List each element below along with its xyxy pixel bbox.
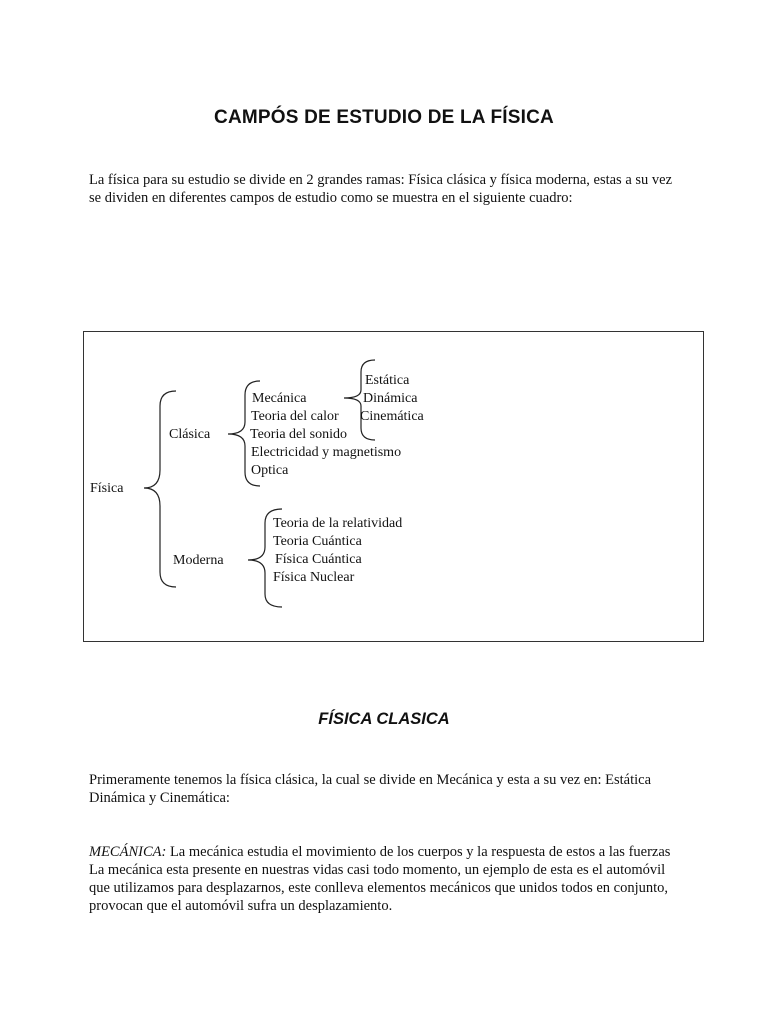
mecanica-item: Cinemática	[360, 409, 424, 424]
intro-line: La física para su estudio se divide en 2 grandes ramas: Física clásica y física moderna, estas a su vez	[89, 172, 673, 188]
label-fisica: Física	[90, 481, 124, 496]
clasica-item: Optica	[251, 463, 289, 478]
label-clasica: Clásica	[169, 427, 211, 442]
paragraph-line	[89, 843, 699, 861]
paragraph-line: provocan que el automóvil sufra un desplazamiento.	[89, 898, 393, 914]
paragraph-text: La mecánica estudia el movimiento de los cuerpos y la respuesta de estos a las fuerzas	[169, 844, 671, 860]
clasica-item: Electricidad y magnetismo	[251, 445, 402, 460]
intro-line: se dividen en diferentes campos de estudio como se muestra en el siguiente cuadro:	[89, 190, 573, 206]
page-title: CAMPÓS DE ESTUDIO DE LA FÍSICA	[214, 107, 554, 128]
moderna-item: Física Cuántica	[275, 552, 362, 567]
clasica-item: Mecánica	[252, 391, 307, 406]
mecanica-term: MECÁNICA:	[89, 844, 167, 860]
moderna-item: Teoria de la relatividad	[273, 516, 403, 531]
label-moderna: Moderna	[173, 553, 224, 568]
section-paragraph-1	[89, 771, 699, 807]
section-title: FÍSICA CLASICA	[318, 710, 450, 728]
clasica-item: Teoria del calor	[251, 409, 339, 424]
moderna-item: Física Nuclear	[273, 570, 355, 585]
section-paragraph-2	[89, 843, 699, 915]
paragraph-line: Dinámica y Cinemática:	[89, 790, 230, 806]
moderna-item: Teoria Cuántica	[273, 534, 362, 549]
paragraph-line: Primeramente tenemos la física clásica, la cual se divide en Mecánica y esta a su vez en: Estática	[89, 772, 652, 788]
clasica-item: Teoria del sonido	[250, 427, 347, 442]
mecanica-item: Estática	[365, 373, 410, 388]
paragraph-line: La mecánica esta presente en nuestras vidas casi todo momento, un ejemplo de esta es el automóvil	[89, 862, 666, 878]
mecanica-item: Dinámica	[363, 391, 418, 406]
paragraph-line: que utilizamos para desplazarnos, este conlleva elementos mecánicos que unidos todos en conjunto,	[89, 880, 669, 896]
brace-fisica	[144, 391, 176, 587]
